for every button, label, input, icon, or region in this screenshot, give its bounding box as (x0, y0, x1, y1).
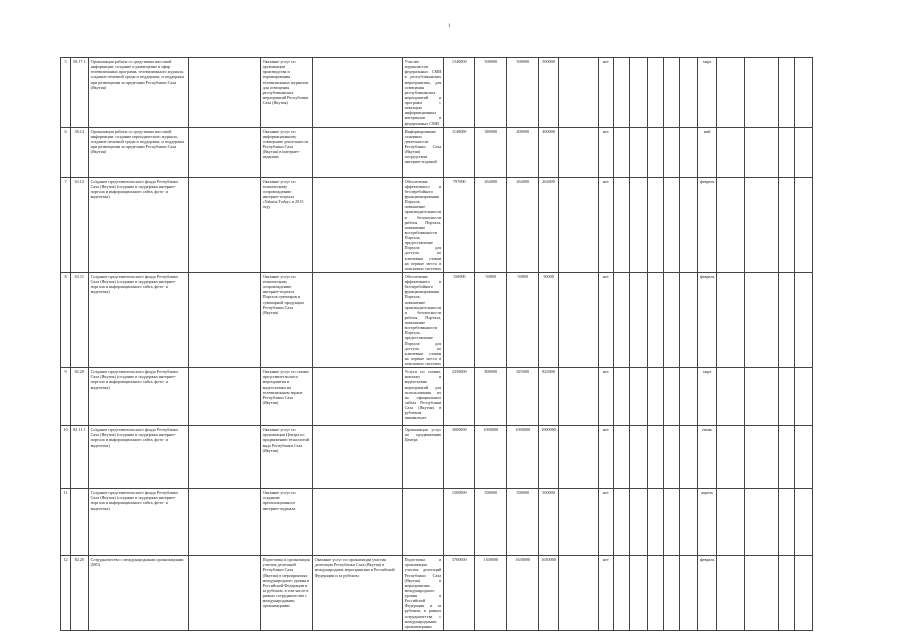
empty-cell (779, 368, 795, 426)
empty-cell (647, 426, 663, 489)
month-cell: март (697, 368, 717, 426)
service-cell: Оказание услуг по техническому сопровождению интернет-портала Портала сувениров и сувенирной продукции Республики Саха (Якутия) (260, 272, 312, 367)
empty-cell (679, 58, 697, 128)
empty-cell (558, 556, 598, 631)
year2-cell: 50000 (507, 272, 539, 367)
year1-cell: 800000 (475, 368, 507, 426)
partner-cell: Оказание услуг по организации участия делегации Республики Саха (Якутия) в международных мероприятиях в Российской Федерации и за рубежом (312, 556, 402, 631)
plan-cell: нет (598, 272, 613, 367)
empty-cell (629, 368, 647, 426)
empty-cell (795, 272, 813, 367)
okved-code: 82.11.1 (71, 426, 89, 489)
empty-cell (629, 556, 647, 631)
empty-cell (663, 489, 679, 556)
empty-cell (679, 127, 697, 177)
row-number: 5 (61, 58, 71, 128)
year3-cell: 500000 (539, 489, 559, 556)
empty-cell (558, 177, 598, 272)
indicator-cell: Обеспечение эффективного и бесперебойного функционирования Портала, повышение производительности и безопасности работы Портала, повышение востребованности Портала, предоставление Портала для доступа по ключевым словам на первые места в поисковых системах (402, 177, 444, 272)
empty-cell (613, 58, 629, 128)
empty-cell (679, 368, 697, 426)
plan-cell: нет (598, 127, 613, 177)
year1-cell: 500000 (475, 489, 507, 556)
empty-cell (613, 127, 629, 177)
empty-cell (558, 58, 598, 128)
amount-cell: 797000 (444, 177, 475, 272)
table-row (61, 556, 855, 631)
okved-code (71, 489, 89, 556)
year1-cell: 380000 (475, 127, 507, 177)
partner-cell (312, 58, 402, 128)
row-number: 9 (61, 368, 71, 426)
table-body (61, 58, 855, 631)
okved-code: 82.20 (71, 368, 89, 426)
month-cell: июнь (697, 426, 717, 489)
empty-cell (663, 368, 679, 426)
empty-cell (717, 426, 745, 489)
empty-cell (795, 177, 813, 272)
empty-cell (558, 368, 598, 426)
empty-cell (795, 426, 813, 489)
activity-cell: Организация работы со средствами массовой информации: создание периодического журнала, создание печатной среды и поддержки, и поддержка при размещении за пределами Республики Саха (Якутия) (88, 127, 188, 177)
partner-cell (312, 127, 402, 177)
empty-cell (188, 368, 260, 426)
activity-cell: Сотрудничество с международными организациями (МО) (88, 556, 188, 631)
empty-cell (717, 58, 745, 128)
indicator-cell: Обеспечение эффективного и бесперебойного функционирования Портала, повышение производительности и безопасности работы Портала, повышение востребованности Портала, предоставление Портала для доступа по ключевым словам на первые места в поисковых системах (402, 272, 444, 367)
empty-cell (795, 127, 813, 177)
empty-cell (679, 272, 697, 367)
indicator-cell (402, 489, 444, 556)
year3-cell: 1630000 (539, 556, 559, 631)
empty-cell (647, 177, 663, 272)
year1-cell: 500000 (475, 58, 507, 128)
row-number: 12 (61, 556, 71, 631)
year2-cell: 264000 (507, 177, 539, 272)
empty-cell (613, 177, 629, 272)
partner-cell (312, 489, 402, 556)
table-row (61, 127, 855, 177)
empty-cell (679, 556, 697, 631)
amount-cell: 1500000 (444, 489, 475, 556)
empty-cell (779, 127, 795, 177)
empty-cell (745, 556, 779, 631)
activity-cell: Организация работы со средствами массовой информации: создание и размещение в эфир телевизионных программ, телевизионного журнала, создание печатной среды и поддержки, и поддержка при размещении за пределами Республики Саха (Якутия) (88, 58, 188, 128)
year3-cell: 500000 (539, 58, 559, 128)
year3-cell: 264000 (539, 177, 559, 272)
plan-cell: нет (598, 58, 613, 128)
service-cell: Оказание услуг по техническому сопровождению интернет-портала «Yakutia Today» в 2015 году (260, 177, 312, 272)
empty-cell (613, 556, 629, 631)
table-row (61, 426, 855, 489)
year3-cell: 1000000 (539, 426, 559, 489)
activity-cell: Создание представительского фонда Республики Саха (Якутия) (создание и поддержка интернет-портала и информационного сайта, фото- и видеотека) (88, 177, 188, 272)
row-number: 8 (61, 272, 71, 367)
service-cell: Подготовка и организация участия делегаций Республики Саха (Якутия) в мероприятиях международного уровня в Российской Федерации и за рубежом, в том числе в рамках сотрудничества с международными организациями (260, 556, 312, 631)
table-row (61, 489, 855, 556)
empty-cell (663, 272, 679, 367)
empty-cell (647, 58, 663, 128)
plan-cell: нет (598, 368, 613, 426)
empty-cell (779, 489, 795, 556)
empty-cell (188, 127, 260, 177)
month-cell: февраль (697, 272, 717, 367)
okved-code: 63.12 (71, 177, 89, 272)
empty-cell (647, 489, 663, 556)
empty-cell (795, 58, 813, 128)
empty-cell (679, 426, 697, 489)
empty-cell (647, 127, 663, 177)
table-row (61, 368, 855, 426)
empty-cell (647, 556, 663, 631)
table-row (61, 272, 855, 367)
year2-cell: 1000000 (507, 426, 539, 489)
month-cell: май (697, 127, 717, 177)
empty-cell (745, 489, 779, 556)
empty-cell (779, 426, 795, 489)
activity-cell: Создание представительского фонда Республики Саха (Якутия) (создание и поддержка интернет-портала и информационного сайта, фото- и видеотека) (88, 426, 188, 489)
empty-cell (663, 556, 679, 631)
amount-cell: 150000 (444, 272, 475, 367)
empty-cell (613, 489, 629, 556)
month-cell: март (697, 58, 717, 128)
procurement-plan-table (60, 57, 855, 631)
indicator-cell: Организация услуг по продвижению Центра (402, 426, 444, 489)
empty-cell (745, 368, 779, 426)
empty-cell (629, 177, 647, 272)
okved-code: 58.17.1 (71, 58, 89, 128)
empty-cell (779, 272, 795, 367)
empty-cell (745, 127, 779, 177)
indicator-cell: Участие журналистов федеральных СМИ в республиканских мероприятиях, для освещения республиканских мероприятий и программ с помощью информационных материалов в федеральных СМИ (402, 58, 444, 128)
service-cell: Оказание услуг по созданию презентационного интернет-журнала (260, 489, 312, 556)
empty-cell (663, 426, 679, 489)
okved-code: 63.11 (71, 272, 89, 367)
okved-code: 82.20 (71, 556, 89, 631)
empty-cell (558, 426, 598, 489)
row-number: 7 (61, 177, 71, 272)
empty-cell (188, 426, 260, 489)
year3-cell: 50000 (539, 272, 559, 367)
plan-cell: нет (598, 426, 613, 489)
partner-cell (312, 368, 402, 426)
activity-cell: Создание представительского фонда Республики Саха (Якутия) (создание и поддержка интернет-портала и информационного сайта, фото- и видеотека) (88, 489, 188, 556)
plan-cell: нет (598, 489, 613, 556)
table-row (61, 177, 855, 272)
month-cell: февраль (697, 556, 717, 631)
year2-cell: 400000 (507, 127, 539, 177)
empty-cell (679, 177, 697, 272)
empty-cell (795, 556, 813, 631)
service-cell: Оказание услуг по информационному освещению деятельности Республики Саха (Якутия) в интернет-изданиях (260, 127, 312, 177)
empty-cell (717, 556, 745, 631)
empty-cell (779, 556, 795, 631)
year1-cell: 50000 (475, 272, 507, 367)
partner-cell (312, 426, 402, 489)
empty-cell (188, 556, 260, 631)
indicator-cell: Услуги по съемке, монтажу и видеосъемке мероприятий для использования их на официальных сайтах Республики Саха (Якутия) в рублевом эквиваленте (402, 368, 444, 426)
amount-cell: 2350000 (444, 368, 475, 426)
page-number: 1 (448, 24, 451, 29)
empty-cell (745, 272, 779, 367)
service-cell: Оказание услуг по организации Центра по продвижению технологий вида Республики Саха (Якутия) (260, 426, 312, 489)
partner-cell (312, 272, 402, 367)
year3-cell: 400000 (539, 127, 559, 177)
empty-cell (779, 177, 795, 272)
empty-cell (188, 58, 260, 128)
empty-cell (717, 177, 745, 272)
empty-cell (717, 368, 745, 426)
amount-cell: 3000000 (444, 426, 475, 489)
empty-cell (745, 426, 779, 489)
empty-cell (663, 177, 679, 272)
amount-cell: 1140000 (444, 127, 475, 177)
activity-cell: Создание представительского фонда Республики Саха (Якутия) (создание и поддержка интернет-портала и информационного сайта, фото- и видеотека) (88, 368, 188, 426)
empty-cell (188, 272, 260, 367)
partner-cell (312, 177, 402, 272)
year1-cell: 264000 (475, 177, 507, 272)
empty-cell (629, 489, 647, 556)
empty-cell (613, 368, 629, 426)
year3-cell: 825000 (539, 368, 559, 426)
empty-cell (629, 272, 647, 367)
indicator-cell: Информирование основных деятельности Республики Саха (Якутия) посредством интернет-изданий (402, 127, 444, 177)
empty-cell (629, 127, 647, 177)
empty-cell (663, 58, 679, 128)
plan-cell: нет (598, 177, 613, 272)
empty-cell (613, 426, 629, 489)
amount-cell: 3760000 (444, 556, 475, 631)
row-number: 10 (61, 426, 71, 489)
okved-code: 58.14 (71, 127, 89, 177)
empty-cell (188, 489, 260, 556)
indicator-cell: Подготовка и организация участия делегаций Республики Саха (Якутия) в мероприятиях международного уровня в Российской Федерации и за рубежом, в рамках сотрудничества с международными организациями (402, 556, 444, 631)
empty-cell (745, 177, 779, 272)
year1-cell: 1000000 (475, 426, 507, 489)
row-number: 11 (61, 489, 71, 556)
empty-cell (679, 489, 697, 556)
service-cell: Оказание услуг по организации производства и тиражирования телевизионных журналов для освещения республиканских мероприятий Республики Саха (Якутия) (260, 58, 312, 128)
empty-cell (717, 272, 745, 367)
service-cell: Оказание услуг по съемке представительского мероприятия и видеосъемки на телевизионном экране Республики Саха (Якутия) (260, 368, 312, 426)
empty-cell (558, 489, 598, 556)
empty-cell (647, 272, 663, 367)
empty-cell (795, 368, 813, 426)
month-cell: апрель (697, 489, 717, 556)
year1-cell: 1300000 (475, 556, 507, 631)
activity-cell: Создание представительского фонда Республики Саха (Якутия) (создание и поддержка интернет-портала и информационного сайта, фото- и видеотека) (88, 272, 188, 367)
year2-cell: 500000 (507, 58, 539, 128)
empty-cell (188, 177, 260, 272)
year2-cell: 825000 (507, 368, 539, 426)
plan-cell: нет (598, 556, 613, 631)
row-number: 6 (61, 127, 71, 177)
empty-cell (717, 489, 745, 556)
empty-cell (613, 272, 629, 367)
empty-cell (647, 368, 663, 426)
empty-cell (663, 127, 679, 177)
empty-cell (629, 58, 647, 128)
empty-cell (795, 489, 813, 556)
empty-cell (779, 58, 795, 128)
table-row (61, 58, 855, 128)
month-cell: февраль (697, 177, 717, 272)
empty-cell (717, 127, 745, 177)
empty-cell (629, 426, 647, 489)
empty-cell (558, 127, 598, 177)
empty-cell (745, 58, 779, 128)
year2-cell: 500000 (507, 489, 539, 556)
empty-cell (558, 272, 598, 367)
amount-cell: 1540000 (444, 58, 475, 128)
year2-cell: 1630000 (507, 556, 539, 631)
